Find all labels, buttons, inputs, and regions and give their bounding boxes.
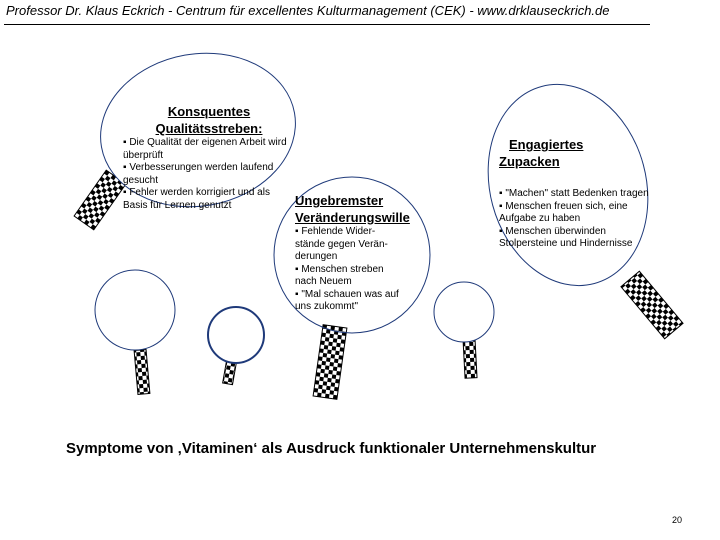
- title-line: Zupacken: [499, 154, 560, 169]
- bullet: ▪ "Mal schauen was auf uns zukommt": [295, 288, 399, 312]
- bullet: ▪ Menschen freuen sich, eine Aufgabe zu haben: [499, 200, 628, 224]
- magnifier-handle-4: [134, 350, 150, 395]
- magnifier-handle-2: [313, 325, 347, 400]
- page-number: 20: [672, 515, 683, 525]
- title-line: Ungebremster: [295, 193, 384, 208]
- bullet: ▪ Menschen streben nach Neuem: [295, 263, 384, 287]
- bubble-title: [499, 136, 654, 170]
- title-line: Qualitätsstreben:: [155, 121, 263, 136]
- bullet: ▪ Menschen überwinden Stolpersteine und Hindernisse: [499, 225, 633, 249]
- magnifier-lens-5: [208, 307, 264, 363]
- bubble-title: [123, 103, 295, 137]
- bubble-change: [295, 192, 410, 314]
- bullet: ▪ "Machen" statt Bedenken tragen: [499, 188, 649, 199]
- bullet: ▪ Verbesserungen werden laufend gesucht: [123, 162, 274, 186]
- bubble-title: [295, 192, 425, 226]
- magnifier-lens-6: [434, 282, 494, 342]
- title-line: Engagiertes: [509, 137, 584, 152]
- bullet: ▪ Fehler werden korrigiert und als Basis für Lernen genutzt: [123, 187, 270, 211]
- bubble-quality: [123, 103, 295, 212]
- magnifier-handle-3: [621, 271, 683, 339]
- title-line: Konsquentes: [167, 104, 251, 119]
- title-line: Veränderungswille: [295, 210, 410, 225]
- header-text: Professor Dr. Klaus Eckrich - Centrum für excellentes Kulturmanagement (CEK) - www.drklauseckrich.de: [6, 3, 610, 18]
- bullet: ▪ Die Qualität der eigenen Arbeit wird überprüft: [123, 137, 287, 161]
- magnifier-handle-6: [463, 338, 477, 379]
- magnifier-lens-4: [95, 270, 175, 350]
- bullet: ▪ Fehlende Wider-stände gegen Verän-derungen: [295, 226, 388, 262]
- bubble-engagement: [499, 136, 654, 251]
- slide-caption: Symptome von ‚Vitaminen‘ als Ausdruck funktionaler Unternehmenskultur: [66, 440, 597, 457]
